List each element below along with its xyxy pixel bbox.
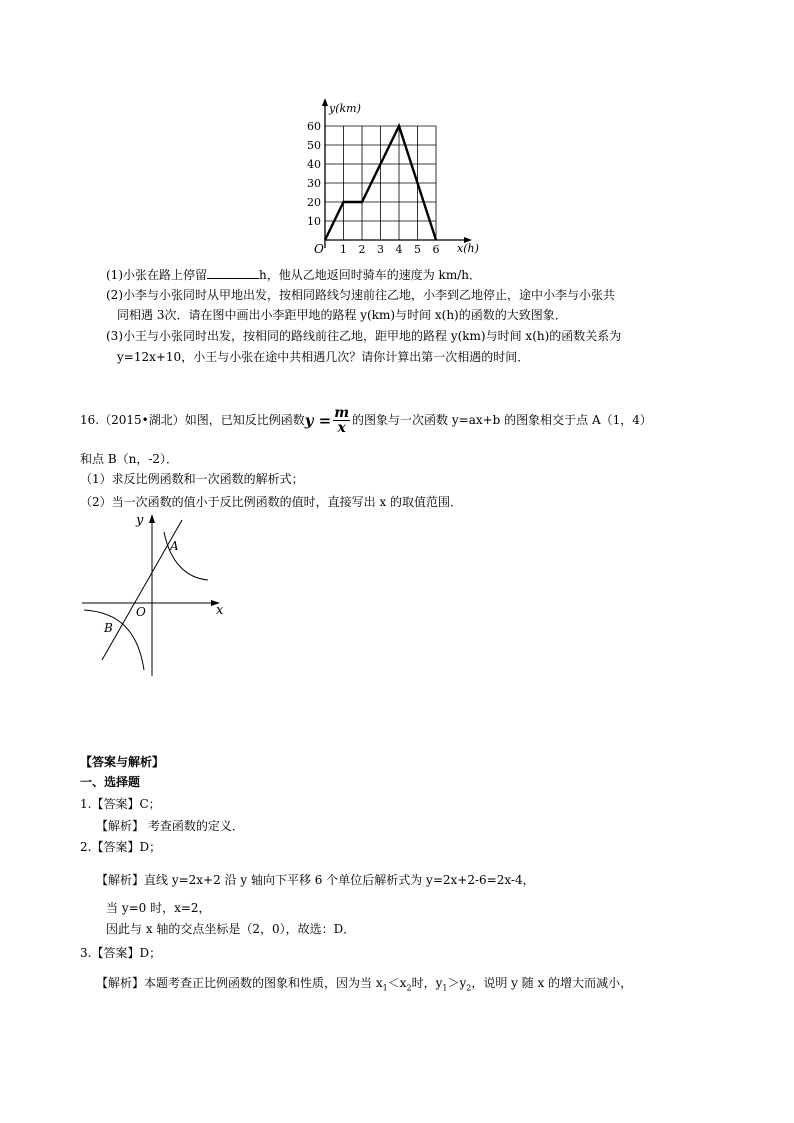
q15-part2-line1: (2)小李与小张同时从甲地出发，按相同路线匀速前往乙地，小李到乙地停止，途中小李与小张共 bbox=[106, 288, 616, 302]
point-a-label: A bbox=[170, 539, 179, 553]
y-tick-label: 20 bbox=[307, 196, 321, 209]
x-tick-label: 6 bbox=[432, 243, 440, 256]
y-axis-arrow bbox=[322, 98, 328, 106]
q16-heading-a: 16.（2015•湖北）如图，已知反比例函数 bbox=[80, 413, 305, 427]
q16-heading bbox=[80, 404, 652, 438]
formula-denominator: x bbox=[337, 420, 346, 436]
q15-part1 bbox=[106, 266, 481, 283]
y-tick-label: 40 bbox=[307, 158, 321, 171]
x-tick-label: 3 bbox=[377, 243, 384, 256]
formula-y: y = bbox=[304, 411, 332, 430]
formula-fraction bbox=[333, 406, 350, 435]
x-tick-label: 2 bbox=[358, 243, 366, 256]
a3-sub2: 2 bbox=[406, 983, 412, 993]
a3-lt: ＜x bbox=[387, 976, 407, 990]
graph-grid bbox=[325, 126, 436, 240]
q15-part3-line2: y=12x+10，小王与小张在途中共相遇几次？请你计算出第一次相遇的时间． bbox=[117, 350, 530, 364]
answer-blank bbox=[207, 266, 259, 279]
q16-heading-b: 的图象与一次函数 y=ax+b 的图象相交于点 A（1，4） bbox=[352, 413, 652, 427]
a3-sub4: 2 bbox=[466, 983, 472, 993]
x-tick-label: 4 bbox=[395, 243, 403, 256]
answer-3: 3.【答案】D； bbox=[80, 946, 162, 960]
distance-time-graph bbox=[305, 98, 490, 258]
y-axis-arrow bbox=[149, 514, 155, 523]
answer-2-explanation: 【解析】直线 y=2x+2 沿 y 轴向下平移 6 个单位后解析式为 y=2x+2-6=2x-4， bbox=[96, 873, 535, 887]
point-b-label: B bbox=[104, 621, 113, 635]
answer-1: 1.【答案】C； bbox=[80, 797, 161, 811]
formula-numerator: m bbox=[334, 405, 350, 421]
q15-part1-a: (1)小张在路上停留 bbox=[106, 268, 207, 282]
q16-line2: 和点 B（n，-2）． bbox=[80, 452, 179, 466]
answer-2-line3: 因此与 x 轴的交点坐标是（2，0），故选：D． bbox=[106, 922, 356, 936]
y-tick-label: 30 bbox=[307, 177, 321, 190]
function-graph bbox=[78, 510, 238, 680]
x-axis-label: x(h) bbox=[457, 242, 479, 255]
answer-2: 2.【答案】D； bbox=[80, 840, 162, 854]
y-tick-label: 50 bbox=[307, 139, 321, 152]
a3-sub1: 1 bbox=[382, 983, 388, 993]
x-tick-label: 1 bbox=[340, 243, 347, 256]
y-tick-label: 60 bbox=[307, 120, 321, 133]
x-axis-label: x bbox=[216, 603, 224, 618]
origin-label: O bbox=[136, 605, 146, 619]
a3-sub3: 1 bbox=[442, 983, 448, 993]
x-tick-label: 5 bbox=[414, 243, 421, 256]
y-tick-labels bbox=[307, 120, 321, 228]
y-axis-label: y bbox=[136, 513, 144, 528]
answer-1-explanation: 【解析】 考查函数的定义． bbox=[96, 819, 244, 833]
q15-part1-b: h，他从乙地返回时骑车的速度为 km/h． bbox=[259, 268, 481, 282]
y-tick-label: 10 bbox=[307, 215, 321, 228]
a3-mid: 时，y bbox=[411, 976, 443, 990]
answers-header: 【答案与解析】 bbox=[80, 755, 165, 769]
y-axis-label: y(km) bbox=[329, 102, 361, 115]
a3-end: ，说明 y 随 x 的增大而减小， bbox=[471, 976, 633, 990]
q15-part2-line2: 同相遇 3次．请在图中画出小李距甲地的路程 y(km)与时间 x(h)的函数的大致图象． bbox=[117, 308, 567, 322]
a3-gt: ＞y bbox=[447, 976, 467, 990]
answer-3-explanation bbox=[96, 975, 632, 996]
x-tick-labels bbox=[340, 243, 440, 256]
origin-label: O bbox=[314, 242, 324, 256]
answer-2-line2: 当 y=0 时，x=2， bbox=[106, 901, 211, 915]
section-title: 一、选择题 bbox=[80, 775, 141, 789]
q16-part1: （1）求反比例函数和一次函数的解析式； bbox=[80, 472, 304, 486]
q15-part3-line1: (3)小王与小张同时出发，按相同的路线前往乙地，距甲地的路程 y(km)与时间 x(h)的函数关系为 bbox=[106, 329, 622, 343]
q16-part2: （2）当一次函数的值小于反比例函数的值时，直接写出 x 的取值范围． bbox=[80, 495, 463, 509]
a3-text-a: 【解析】本题考查正比例函数的图象和性质，因为当 x bbox=[96, 976, 383, 990]
